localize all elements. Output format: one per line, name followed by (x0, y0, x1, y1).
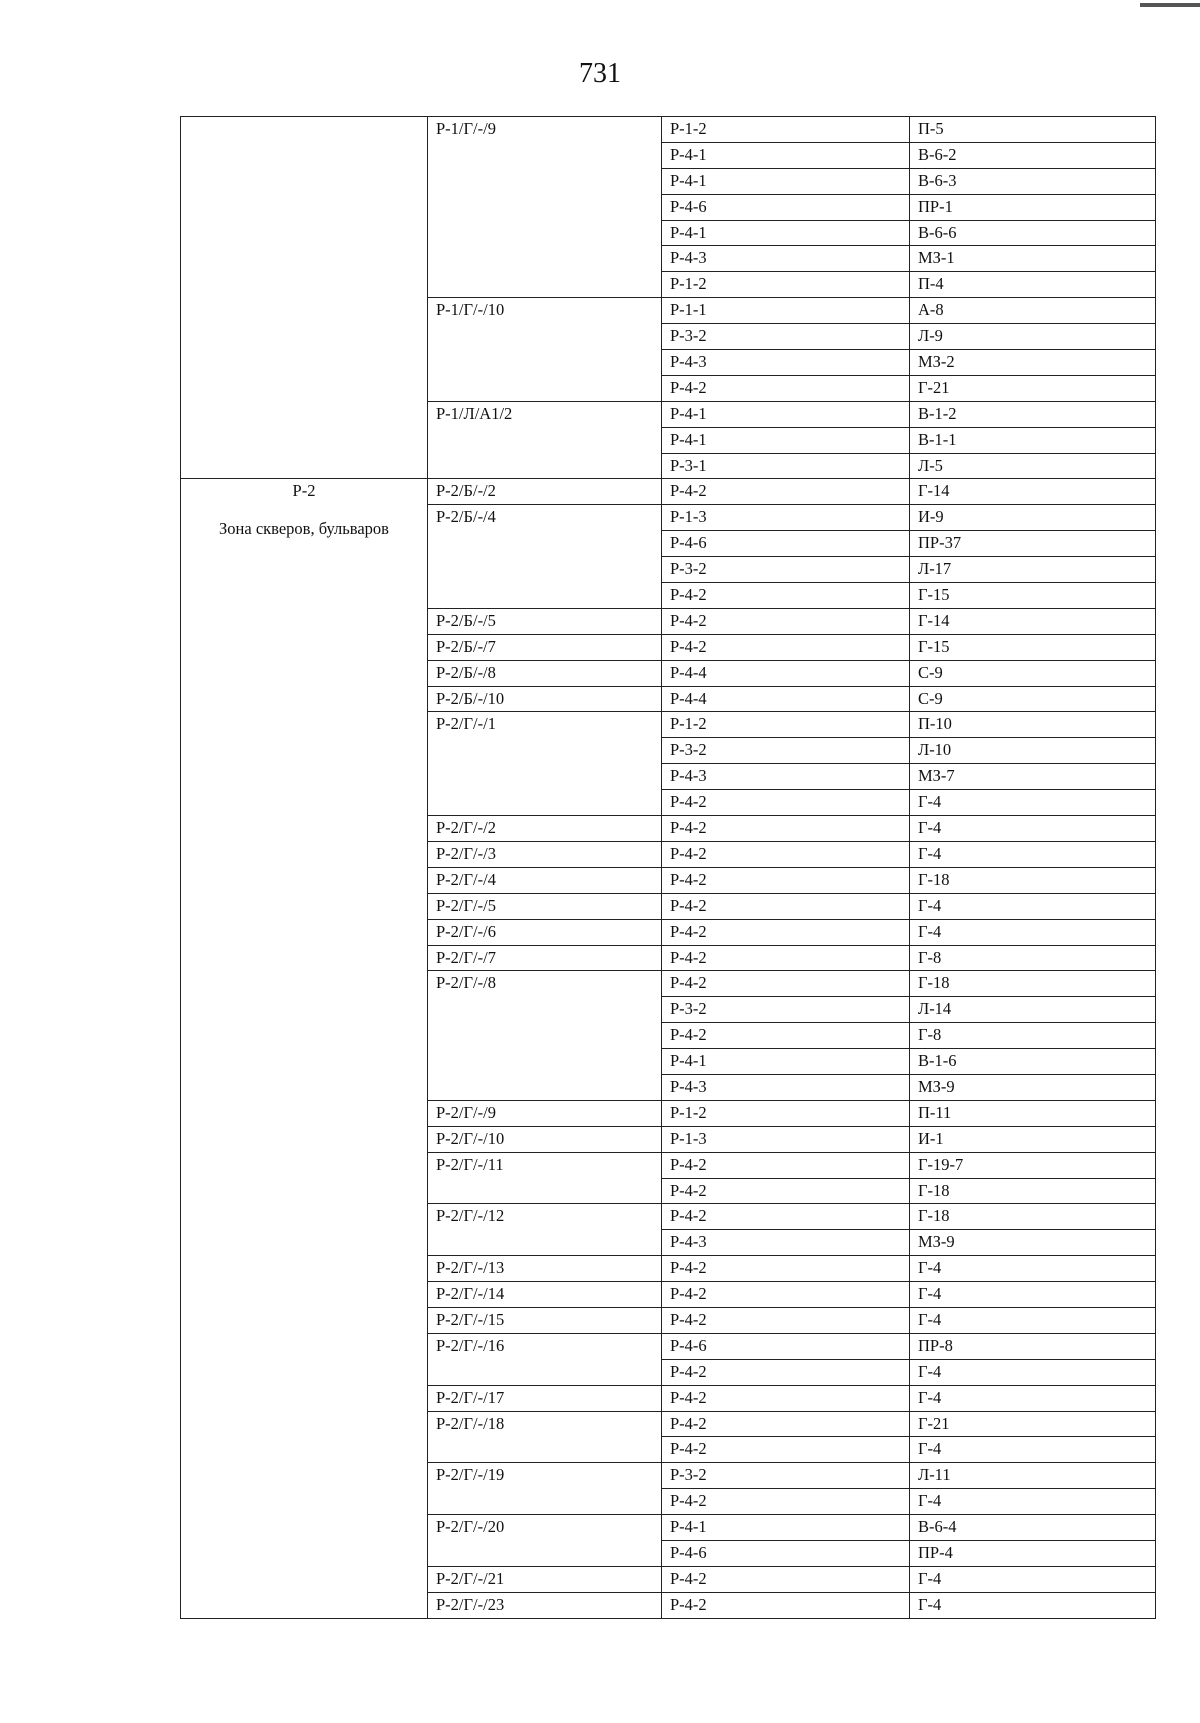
object-code-cell: Г-15 (910, 634, 1156, 660)
subzone-code-cell: Р-1-3 (662, 505, 910, 531)
subzone-code-cell: Р-3-1 (662, 453, 910, 479)
object-code-cell: Г-4 (910, 841, 1156, 867)
subzone-code-cell: Р-4-4 (662, 660, 910, 686)
subzone-code-cell: Р-4-3 (662, 1230, 910, 1256)
subzone-code-cell: Р-4-2 (662, 919, 910, 945)
subzone-code-cell: Р-4-2 (662, 634, 910, 660)
site-code-cell: Р-2/Г/-/18 (428, 1411, 662, 1463)
subzone-code-cell: Р-1-2 (662, 712, 910, 738)
site-code-cell: Р-2/Б/-/8 (428, 660, 662, 686)
subzone-code-cell: Р-4-1 (662, 427, 910, 453)
site-code-cell: Р-2/Г/-/12 (428, 1204, 662, 1256)
object-code-cell: Г-4 (910, 1592, 1156, 1618)
object-code-cell: МЗ-9 (910, 1074, 1156, 1100)
object-code-cell: Г-4 (910, 816, 1156, 842)
subzone-code-cell: Р-4-2 (662, 375, 910, 401)
subzone-code-cell: Р-1-1 (662, 298, 910, 324)
site-code-cell: Р-2/Б/-/10 (428, 686, 662, 712)
object-code-cell: Г-4 (910, 893, 1156, 919)
zone-cell (181, 117, 428, 479)
site-code-cell: Р-1/Л/А1/2 (428, 401, 662, 479)
site-code-cell: Р-2/Г/-/8 (428, 971, 662, 1100)
site-code-cell: Р-2/Г/-/3 (428, 841, 662, 867)
object-code-cell: В-6-4 (910, 1515, 1156, 1541)
site-code-cell: Р-2/Г/-/15 (428, 1307, 662, 1333)
object-code-cell: Г-18 (910, 971, 1156, 997)
object-code-cell: Г-4 (910, 790, 1156, 816)
object-code-cell: П-10 (910, 712, 1156, 738)
object-code-cell: Г-4 (910, 1359, 1156, 1385)
object-code-cell: Г-21 (910, 375, 1156, 401)
object-code-cell: Г-18 (910, 1178, 1156, 1204)
object-code-cell: Л-17 (910, 557, 1156, 583)
subzone-code-cell: Р-4-3 (662, 764, 910, 790)
subzone-code-cell: Р-1-2 (662, 272, 910, 298)
site-code-cell: Р-2/Г/-/2 (428, 816, 662, 842)
object-code-cell: Г-15 (910, 583, 1156, 609)
object-code-cell: Л-10 (910, 738, 1156, 764)
subzone-code-cell: Р-3-2 (662, 997, 910, 1023)
object-code-cell: С-9 (910, 686, 1156, 712)
site-code-cell: Р-2/Б/-/7 (428, 634, 662, 660)
subzone-code-cell: Р-4-2 (662, 1489, 910, 1515)
object-code-cell: МЗ-9 (910, 1230, 1156, 1256)
object-code-cell: Л-9 (910, 324, 1156, 350)
subzone-code-cell: Р-4-2 (662, 1307, 910, 1333)
object-code-cell: В-1-2 (910, 401, 1156, 427)
subzone-code-cell: Р-1-3 (662, 1126, 910, 1152)
subzone-code-cell: Р-4-2 (662, 583, 910, 609)
site-code-cell: Р-1/Г/-/9 (428, 117, 662, 298)
object-code-cell: В-1-6 (910, 1049, 1156, 1075)
subzone-code-cell: Р-4-2 (662, 479, 910, 505)
subzone-code-cell: Р-4-2 (662, 893, 910, 919)
object-code-cell: Г-8 (910, 945, 1156, 971)
object-code-cell: Г-4 (910, 919, 1156, 945)
object-code-cell: Г-4 (910, 1307, 1156, 1333)
subzone-code-cell: Р-4-1 (662, 142, 910, 168)
object-code-cell: Г-21 (910, 1411, 1156, 1437)
subzone-code-cell: Р-3-2 (662, 1463, 910, 1489)
object-code-cell: А-8 (910, 298, 1156, 324)
subzone-code-cell: Р-4-2 (662, 1282, 910, 1308)
subzone-code-cell: Р-4-2 (662, 841, 910, 867)
subzone-code-cell: Р-4-2 (662, 1204, 910, 1230)
table-body (181, 117, 1156, 1619)
subzone-code-cell: Р-4-3 (662, 246, 910, 272)
table-row (181, 479, 1156, 505)
object-code-cell: Г-18 (910, 867, 1156, 893)
subzone-code-cell: Р-4-1 (662, 401, 910, 427)
object-code-cell: В-6-6 (910, 220, 1156, 246)
subzone-code-cell: Р-4-2 (662, 1152, 910, 1178)
object-code-cell: Г-4 (910, 1282, 1156, 1308)
subzone-code-cell: Р-4-2 (662, 608, 910, 634)
object-code-cell: Г-4 (910, 1566, 1156, 1592)
object-code-cell: ПР-37 (910, 531, 1156, 557)
object-code-cell: П-11 (910, 1100, 1156, 1126)
object-code-cell: МЗ-7 (910, 764, 1156, 790)
subzone-code-cell: Р-4-3 (662, 350, 910, 376)
site-code-cell: Р-2/Г/-/4 (428, 867, 662, 893)
object-code-cell: Л-11 (910, 1463, 1156, 1489)
subzone-code-cell: Р-4-2 (662, 1592, 910, 1618)
object-code-cell: ПР-4 (910, 1540, 1156, 1566)
subzone-code-cell: Р-4-6 (662, 194, 910, 220)
zone-cell (181, 479, 428, 1618)
subzone-code-cell: Р-4-2 (662, 1411, 910, 1437)
object-code-cell: Л-14 (910, 997, 1156, 1023)
site-code-cell: Р-2/Г/-/21 (428, 1566, 662, 1592)
object-code-cell: Г-4 (910, 1385, 1156, 1411)
subzone-code-cell: Р-4-2 (662, 816, 910, 842)
site-code-cell: Р-2/Г/-/5 (428, 893, 662, 919)
subzone-code-cell: Р-4-2 (662, 1359, 910, 1385)
subzone-code-cell: Р-4-1 (662, 168, 910, 194)
object-code-cell: МЗ-2 (910, 350, 1156, 376)
site-code-cell: Р-1/Г/-/10 (428, 298, 662, 402)
site-code-cell: Р-2/Г/-/6 (428, 919, 662, 945)
subzone-code-cell: Р-4-1 (662, 1515, 910, 1541)
zone-code: Р-2 (292, 481, 316, 501)
object-code-cell: Г-14 (910, 479, 1156, 505)
object-code-cell: ПР-8 (910, 1333, 1156, 1359)
subzone-code-cell: Р-4-2 (662, 1256, 910, 1282)
object-code-cell: Г-4 (910, 1256, 1156, 1282)
site-code-cell: Р-2/Г/-/11 (428, 1152, 662, 1204)
subzone-code-cell: Р-4-1 (662, 220, 910, 246)
object-code-cell: МЗ-1 (910, 246, 1156, 272)
site-code-cell: Р-2/Г/-/13 (428, 1256, 662, 1282)
object-code-cell: И-1 (910, 1126, 1156, 1152)
object-code-cell: С-9 (910, 660, 1156, 686)
subzone-code-cell: Р-4-2 (662, 1385, 910, 1411)
site-code-cell: Р-2/Г/-/16 (428, 1333, 662, 1385)
object-code-cell: Г-8 (910, 1023, 1156, 1049)
subzone-code-cell: Р-4-2 (662, 1437, 910, 1463)
site-code-cell: Р-2/Б/-/4 (428, 505, 662, 609)
object-code-cell: В-1-1 (910, 427, 1156, 453)
object-code-cell: В-6-2 (910, 142, 1156, 168)
subzone-code-cell: Р-4-2 (662, 971, 910, 997)
object-code-cell: Г-19-7 (910, 1152, 1156, 1178)
subzone-code-cell: Р-4-3 (662, 1074, 910, 1100)
object-code-cell: Л-5 (910, 453, 1156, 479)
scan-edge-mark (1140, 3, 1200, 7)
site-code-cell: Р-2/Г/-/1 (428, 712, 662, 816)
object-code-cell: П-4 (910, 272, 1156, 298)
subzone-code-cell: Р-3-2 (662, 738, 910, 764)
subzone-code-cell: Р-4-6 (662, 1540, 910, 1566)
subzone-code-cell: Р-4-6 (662, 1333, 910, 1359)
subzone-code-cell: Р-1-2 (662, 117, 910, 143)
site-code-cell: Р-2/Б/-/5 (428, 608, 662, 634)
object-code-cell: ПР-1 (910, 194, 1156, 220)
table-row (181, 117, 1156, 143)
site-code-cell: Р-2/Г/-/23 (428, 1592, 662, 1618)
site-code-cell: Р-2/Г/-/7 (428, 945, 662, 971)
subzone-code-cell: Р-4-1 (662, 1049, 910, 1075)
site-code-cell: Р-2/Г/-/10 (428, 1126, 662, 1152)
subzone-code-cell: Р-4-2 (662, 790, 910, 816)
zone-name: Зона скверов, бульваров (219, 519, 389, 539)
site-code-cell: Р-2/Б/-/2 (428, 479, 662, 505)
subzone-code-cell: Р-3-2 (662, 557, 910, 583)
object-code-cell: В-6-3 (910, 168, 1156, 194)
object-code-cell: Г-4 (910, 1437, 1156, 1463)
object-code-cell: Г-14 (910, 608, 1156, 634)
subzone-code-cell: Р-4-6 (662, 531, 910, 557)
site-code-cell: Р-2/Г/-/19 (428, 1463, 662, 1515)
subzone-code-cell: Р-4-2 (662, 1023, 910, 1049)
page-number: 731 (579, 58, 621, 89)
object-code-cell: Г-18 (910, 1204, 1156, 1230)
subzone-code-cell: Р-4-2 (662, 945, 910, 971)
subzone-code-cell: Р-1-2 (662, 1100, 910, 1126)
object-code-cell: Г-4 (910, 1489, 1156, 1515)
subzone-code-cell: Р-4-2 (662, 867, 910, 893)
object-code-cell: И-9 (910, 505, 1156, 531)
site-code-cell: Р-2/Г/-/17 (428, 1385, 662, 1411)
object-code-cell: П-5 (910, 117, 1156, 143)
subzone-code-cell: Р-4-2 (662, 1566, 910, 1592)
site-code-cell: Р-2/Г/-/20 (428, 1515, 662, 1567)
site-code-cell: Р-2/Г/-/9 (428, 1100, 662, 1126)
site-code-cell: Р-2/Г/-/14 (428, 1282, 662, 1308)
subzone-code-cell: Р-3-2 (662, 324, 910, 350)
subzone-code-cell: Р-4-4 (662, 686, 910, 712)
subzone-code-cell: Р-4-2 (662, 1178, 910, 1204)
zoning-table (180, 116, 1156, 1619)
